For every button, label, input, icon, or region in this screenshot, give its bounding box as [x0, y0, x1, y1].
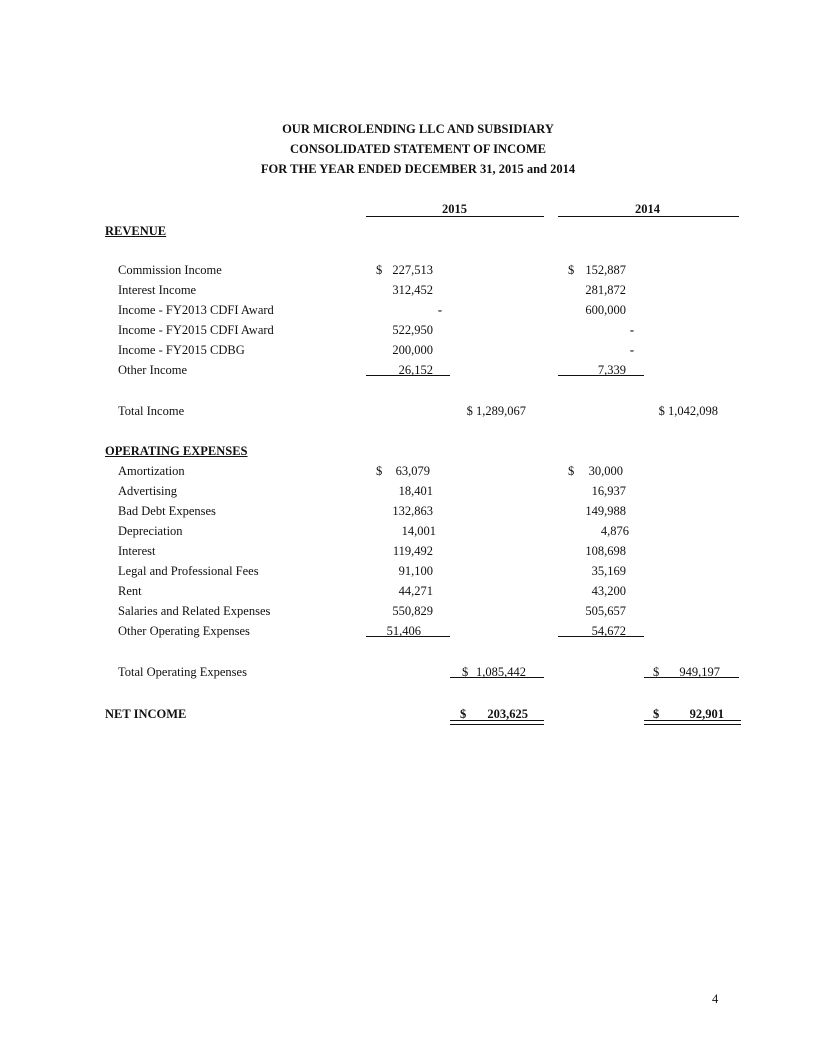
total-income-row: [0, 401, 816, 421]
value-2015: 550,829: [392, 604, 433, 618]
value-2015: -: [437, 303, 442, 317]
net-income-2014: 92,901: [689, 707, 724, 721]
value-2014: -: [629, 343, 634, 357]
row-label: Salaries and Related Expenses: [118, 604, 271, 618]
value-2014: 281,872: [585, 283, 626, 297]
total-2015: $ 1,289,067: [466, 404, 526, 418]
row-label: Interest Income: [118, 283, 197, 297]
value-2014: 43,200: [591, 584, 626, 598]
expense-row: [0, 481, 816, 501]
row-label: Income - FY2015 CDFI Award: [118, 323, 274, 337]
row-label: Other Operating Expenses: [118, 624, 250, 638]
value-2015: 312,452: [392, 283, 433, 297]
double-underline: [644, 720, 741, 725]
row-label: Bad Debt Expenses: [118, 504, 216, 518]
operating-expenses-heading: OPERATING EXPENSES: [105, 444, 248, 458]
value-2015: 227,513: [392, 263, 433, 277]
total-2015: 1,085,442: [476, 665, 526, 679]
statement-period: FOR THE YEAR ENDED DECEMBER 31, 2015 and 2014: [260, 162, 576, 176]
value-2014: -: [629, 323, 634, 337]
value-2014: 149,988: [585, 504, 626, 518]
expense-row: [0, 541, 816, 561]
row-label: Total Income: [118, 404, 185, 418]
row-label: Depreciation: [118, 524, 183, 538]
value-2015: 44,271: [398, 584, 433, 598]
subtotal-rule: [366, 375, 450, 376]
row-label: Income - FY2013 CDFI Award: [118, 303, 274, 317]
double-underline: [450, 720, 544, 725]
currency-sign: $: [653, 707, 660, 721]
revenue-row: [0, 320, 816, 340]
expense-row: [0, 561, 816, 581]
value-2014: 600,000: [585, 303, 626, 317]
total-2014: 949,197: [679, 665, 720, 679]
value-2015: 18,401: [398, 484, 433, 498]
subtotal-rule: [558, 375, 644, 376]
row-label: Legal and Professional Fees: [118, 564, 259, 578]
row-label: Advertising: [118, 484, 178, 498]
value-2015: 132,863: [392, 504, 433, 518]
row-label: Commission Income: [118, 263, 222, 277]
expense-row: [0, 461, 816, 481]
value-2015: 51,406: [386, 624, 421, 638]
revenue-row: [0, 360, 816, 380]
expense-row: [0, 521, 816, 541]
value-2015: 14,001: [401, 524, 436, 538]
column-header-2015: 2015: [366, 202, 544, 217]
currency-sign: $: [653, 665, 660, 679]
statement-header: [0, 119, 816, 179]
row-label: Other Income: [118, 363, 188, 377]
value-2014: 35,169: [591, 564, 626, 578]
row-label: Total Operating Expenses: [118, 665, 247, 679]
row-label: Amortization: [118, 464, 185, 478]
revenue-row: [0, 260, 816, 280]
value-2014: 30,000: [588, 464, 623, 478]
value-2015: 119,492: [392, 544, 433, 558]
value-2015: 26,152: [398, 363, 433, 377]
value-2014: 7,339: [597, 363, 626, 377]
expense-row: [0, 601, 816, 621]
row-label: NET INCOME: [105, 707, 187, 721]
revenue-heading: REVENUE: [105, 224, 167, 238]
currency-sign: $: [376, 263, 383, 277]
expense-row: [0, 621, 816, 641]
subtotal-rule: [366, 636, 450, 637]
statement-title: CONSOLIDATED STATEMENT OF INCOME: [290, 142, 546, 156]
row-label: Rent: [118, 584, 142, 598]
page-number: 4: [712, 992, 719, 1006]
revenue-row: [0, 340, 816, 360]
total-rule: [450, 677, 544, 678]
currency-sign: $: [568, 263, 575, 277]
value-2014: 16,937: [591, 484, 626, 498]
revenue-row: [0, 280, 816, 300]
revenue-row: [0, 300, 816, 320]
total-2014: $ 1,042,098: [658, 404, 718, 418]
expense-row: [0, 581, 816, 601]
value-2015: 522,950: [392, 323, 433, 337]
value-2015: 200,000: [392, 343, 433, 357]
net-income-2015: 203,625: [487, 707, 528, 721]
column-header-2014: 2014: [558, 202, 739, 217]
total-operating-expenses-row: [0, 662, 816, 682]
expense-row: [0, 501, 816, 521]
currency-sign: $: [462, 665, 469, 679]
value-2014: 108,698: [585, 544, 626, 558]
currency-sign: $: [376, 464, 383, 478]
value-2014: 4,876: [600, 524, 629, 538]
subtotal-rule: [558, 636, 644, 637]
company-name: OUR MICROLENDING LLC AND SUBSIDIARY: [282, 122, 554, 136]
value-2015: 63,079: [395, 464, 430, 478]
value-2014: 54,672: [591, 624, 626, 638]
total-rule: [644, 677, 739, 678]
value-2014: 152,887: [585, 263, 626, 277]
value-2015: 91,100: [398, 564, 433, 578]
row-label: Interest: [118, 544, 156, 558]
value-2014: 505,657: [585, 604, 626, 618]
row-label: Income - FY2015 CDBG: [118, 343, 245, 357]
currency-sign: $: [568, 464, 575, 478]
currency-sign: $: [460, 707, 467, 721]
